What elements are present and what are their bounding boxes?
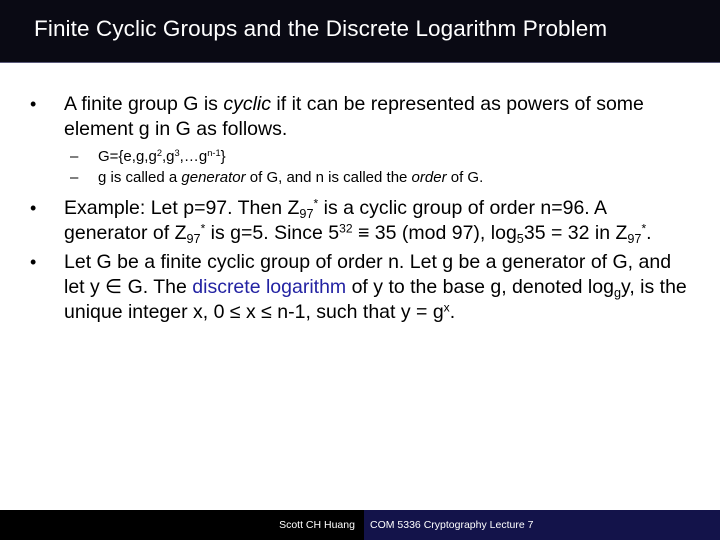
text-run: y, is the unique integer x, 0 ≤ x ≤ n-1, such that y = g	[64, 276, 687, 323]
term-cyclic: cyclic	[223, 93, 272, 115]
sub-bullet-list	[30, 146, 690, 188]
text-run: Let G be a finite cyclic group of order n. Let g be a generator of G, and let y ∈ G. The	[64, 251, 672, 298]
term-generator: generator	[181, 169, 246, 186]
slide-content	[30, 92, 690, 329]
text-run: of y to the base g, denoted log	[346, 276, 614, 298]
subscript: 5	[516, 231, 524, 246]
text-run: 35 = 32 in Z	[523, 222, 628, 244]
text-run: of G.	[446, 169, 484, 186]
text-run: if it can be represented as powers of some element g in G as follows.	[64, 93, 644, 140]
superscript: *	[641, 221, 647, 236]
text-run: G={e,g,g	[98, 148, 157, 165]
bullet-discrete-log-definition	[30, 250, 690, 325]
dash-icon: –	[70, 148, 79, 165]
text-run: of G, and n is called the	[245, 169, 412, 186]
text-run: is a cyclic group of order n=96. A generator of Z	[64, 197, 606, 244]
slide-title: Finite Cyclic Groups and the Discrete Logarithm Problem	[34, 16, 608, 41]
footer-bar	[0, 510, 720, 540]
subscript: g	[613, 285, 622, 300]
bullet-icon: •	[30, 94, 37, 114]
text-run: ,…g	[179, 148, 208, 165]
text-run: Example: Let p=97. Then Z	[64, 197, 300, 219]
bullet-cyclic-definition	[30, 92, 690, 142]
superscript: 3	[174, 147, 180, 158]
sub-bullet-generator-order	[30, 167, 690, 188]
bullet-icon: •	[30, 252, 37, 272]
text-run: ,g	[161, 148, 175, 165]
term-order: order	[411, 169, 447, 186]
superscript: x	[443, 300, 450, 315]
superscript: 32	[339, 221, 353, 236]
bullet-icon: •	[30, 198, 37, 218]
superscript: n-1	[207, 147, 221, 158]
footer-course: COM 5336 Cryptography Lecture 7	[364, 510, 720, 540]
sub-bullet-group-set	[30, 146, 690, 167]
bullet-example	[30, 196, 690, 246]
text-run: g is called a	[98, 169, 182, 186]
text-run: is g=5. Since 5	[205, 222, 340, 244]
subscript: 97	[627, 231, 642, 246]
subscript: 97	[186, 231, 201, 246]
text-run: .	[449, 301, 456, 323]
subscript: 97	[299, 206, 314, 221]
text-run: A finite group G is	[64, 93, 224, 115]
superscript: *	[313, 196, 319, 211]
footer-author: Scott CH Huang	[270, 510, 364, 540]
dash-icon: –	[70, 169, 79, 186]
superscript: 2	[156, 147, 162, 158]
text-run: ≡ 35 (mod 97), log	[352, 222, 517, 244]
text-run: }	[220, 148, 226, 165]
term-discrete-logarithm: discrete logarithm	[192, 276, 347, 298]
text-run: .	[646, 222, 652, 244]
superscript: *	[200, 221, 206, 236]
title-bar	[0, 0, 720, 63]
